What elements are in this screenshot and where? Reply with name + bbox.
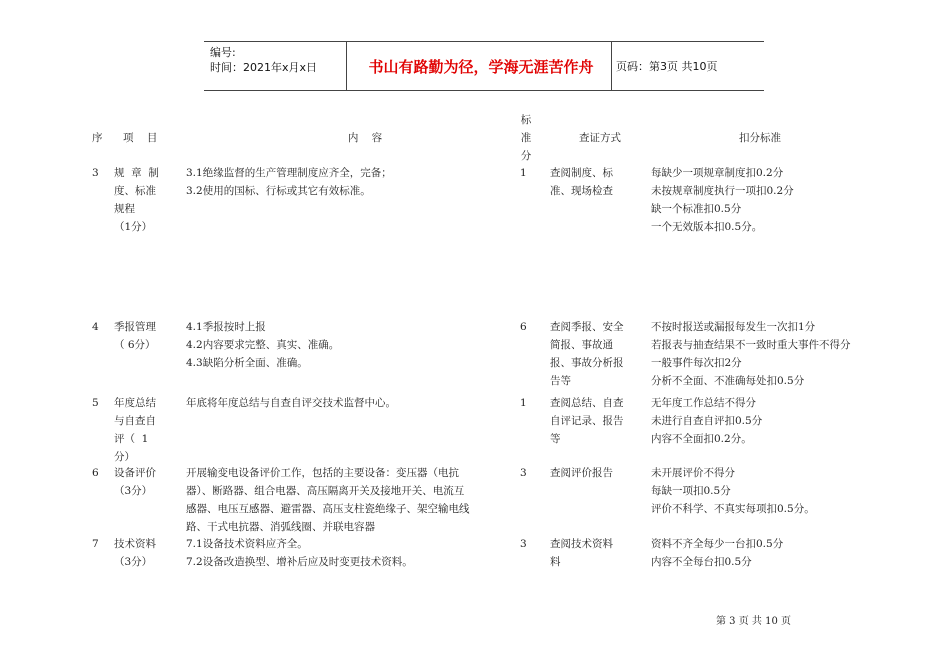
row-method: 查阅评价报告 [550,467,613,479]
doc-time-label: 时间：2021年x月x日 [210,61,318,74]
header-motto: 书山有路勤为径，学海无涯苦作舟 [368,57,594,76]
row-item: 技术资料 （3分） [114,538,156,568]
row-score: 1 [520,167,527,179]
row-seq: 6 [92,467,99,479]
row-item: 季报管理 （ 6分） [114,321,156,351]
row-deduction: 资料不齐全每少一台扣0.5分 内容不全每台扣0.5分 [651,538,784,568]
row-deduction: 不按时报送或漏报每发生一次扣1分 若报表与抽查结果不一致时重大事件不得分 一般事件每次扣2分 分析不全面、不准确每处扣0.5分 [651,321,851,387]
col-header-method: 查证方式 [579,132,621,144]
page-footer: 第 3 页 共 10 页 [716,616,791,627]
row-method: 查阅总结、自查 自评记录、报告 等 [550,397,624,445]
row-score: 6 [520,321,527,333]
row-score: 1 [520,397,527,409]
row-content: 开展输变电设备评价工作，包括的主要设备：变压器（电抗 器）、断路器、组合电器、高压隔离开关及接地开关、电流互 感器、电压互感器、避雷器、高压支柱瓷绝缘子、架空输电线 路、干式电抗器、消弧线圈、并联电容器 [186,467,470,533]
row-item: 规 章 制 度、标准 规程 （1分） [114,167,159,233]
col-header-deduction: 扣分标准 [739,132,781,144]
row-deduction: 每缺少一项规章制度扣0.2分 未按规章制度执行一项扣0.2分 缺一个标准扣0.5分 一个无效版本扣0.5分。 [651,167,794,233]
header-page-info: 页码：第3页 共10页 [616,60,718,73]
col-header-content: 内 容 [347,132,383,144]
row-deduction: 无年度工作总结不得分 未进行自查自评扣0.5分 内容不全面扣0.2分。 [651,397,763,445]
row-seq: 5 [92,397,99,409]
row-method: 查阅季报、安全 简报、事故通 报、事故分析报 告等 [550,321,624,387]
row-deduction: 未开展评价不得分 每缺一项扣0.5分 评价不科学、不真实每项扣0.5分。 [651,467,815,515]
row-content: 3.1绝缘监督的生产管理制度应齐全，完备； 3.2使用的国标、行标或其它有效标准。 [186,167,392,197]
col-header-item: 项 目 [123,132,158,144]
header-divider [346,42,347,90]
row-content: 4.1季报按时上报 4.2内容要求完整、真实、准确。 4.3缺陷分析全面、准确。 [186,321,340,369]
row-method: 查阅制度、标 准、现场检查 [550,167,613,197]
col-header-seq: 序 [92,132,103,144]
row-item: 年度总结 与自查自 评（ 1 分） [114,397,156,463]
row-score: 3 [520,538,527,550]
page-header [204,41,764,91]
row-content: 年底将年度总结与自查自评交技术监督中心。 [186,397,396,409]
row-score: 3 [520,467,527,479]
row-content: 7.1设备技术资料应齐全。 7.2设备改造换型、增补后应及时变更技术资料。 [186,538,413,568]
row-item: 设备评价 （3分） [114,467,156,497]
row-method: 查阅技术资料 料 [550,538,613,568]
header-meta [210,45,317,75]
row-seq: 4 [92,321,99,333]
doc-number-label: 编号: [210,46,236,59]
row-seq: 7 [92,538,99,550]
row-seq: 3 [92,167,99,179]
col-header-standard-score: 标 准 分 [520,114,532,162]
